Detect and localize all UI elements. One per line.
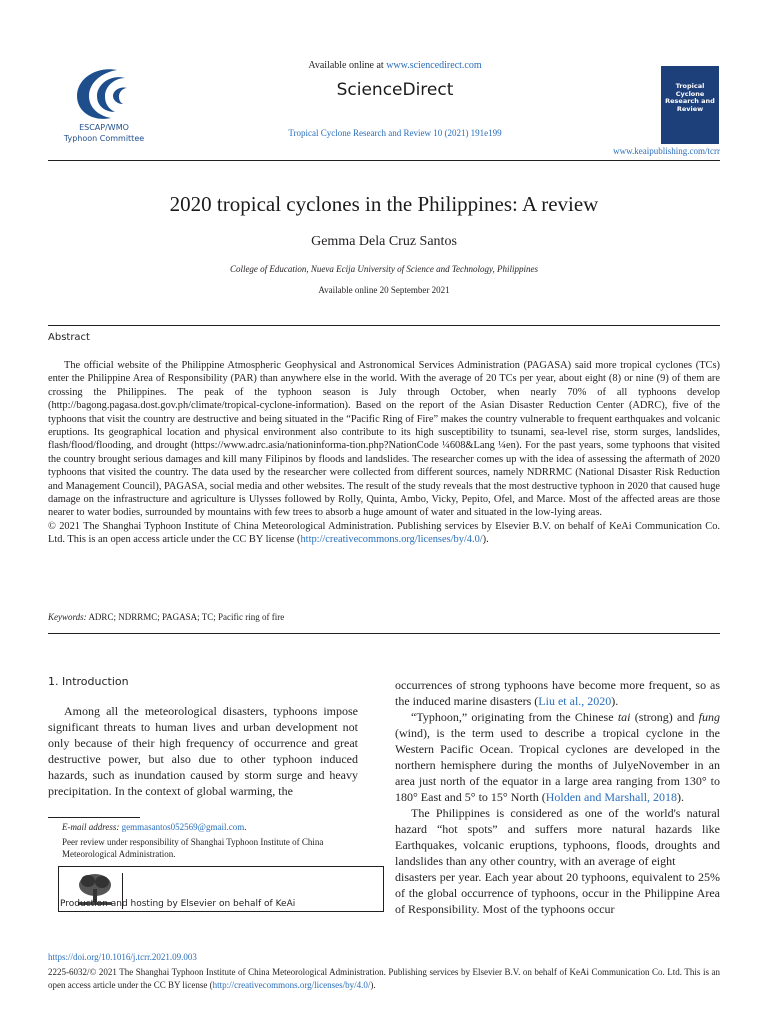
header-rule <box>48 160 720 161</box>
abstract-bottom-rule <box>48 633 720 634</box>
abstract-heading: Abstract <box>48 332 90 343</box>
abstract-license-link[interactable]: http://creativecommons.org/licenses/by/4.0/ <box>300 534 483 546</box>
citation-holden-2018[interactable]: Holden and Marshall, 2018 <box>545 790 678 804</box>
footnote-peer-review: Peer review under responsibility of Shanghai Typhoon Institute of China Meteorological Administration. <box>62 837 324 859</box>
intro-paragraph-1: Among all the meteorological disasters, typhoons impose significant threats to human lives and urban development not only because of their high frequency of occurrence and great destructive power, but also due to other typhoon induced hazards, such as inundation caused by storm surge and heavy precipitation. In the context of global warming, the <box>48 704 358 798</box>
publisher-org: ESCAP/WMO <box>79 123 129 132</box>
issn-text: 2225-6032/© 2021 The Shanghai Typhoon Institute of China Meteorological Administration. Publishing services by Elsevier B.V. on behalf of KeAi Communication Co. Ltd. This is an open access article under the CC BY license ( <box>48 967 720 990</box>
keywords-label: Keywords: <box>48 612 87 622</box>
issn-end: ). <box>370 980 376 990</box>
journal-cover-title: Tropical Cyclone Research and Review <box>665 82 715 113</box>
footnote-rule <box>48 817 140 818</box>
issn-copyright <box>48 966 720 992</box>
publisher-logo <box>48 64 160 144</box>
intro-paragraph-typhoon <box>395 709 720 805</box>
intro-p2-a: The Philippines is considered as one of the world's natural hazard “hot spots” and suffers more natural hazards like Earthquakes, volcanic eruptions, typhoons, floods, droughts and landslides than any other country, with an average of eight <box>395 806 720 868</box>
doi-link[interactable]: https://doi.org/10.1016/j.tcrr.2021.09.003 <box>48 952 197 962</box>
intro-word-fung: fung <box>698 710 720 724</box>
intro-paragraph-continued <box>395 677 720 709</box>
journal-cover[interactable] <box>661 66 719 144</box>
footer-license-link[interactable]: http://creativecommons.org/licenses/by/4.0/ <box>212 980 371 990</box>
publisher-org-sub: Typhoon Committee <box>63 134 145 143</box>
intro-p1-b: (strong) and <box>630 710 699 724</box>
escap-wmo-logo-icon <box>69 64 139 122</box>
journal-url-link[interactable]: www.keaipublishing.com/tcrr <box>613 146 720 156</box>
intro-p0-end: ). <box>611 694 619 708</box>
abstract-top-rule <box>48 325 720 326</box>
section-heading-introduction: 1. Introduction <box>48 675 129 688</box>
abstract-body <box>48 359 720 547</box>
intro-p1-c: (wind), is the term used to describe a tropical cyclone in the Western Pacific Ocean. Tropical cyclones are developed in the northern hemisphere during the months of JulyeNovember in an area just north of the equator in a large area ranging from 130° to 180° East and 5° to 15° North ( <box>395 726 720 804</box>
intro-left-column <box>48 703 358 799</box>
available-date: Available online 20 September 2021 <box>318 285 450 295</box>
platform-title: ScienceDirect <box>336 80 454 100</box>
citation-liu-2020[interactable]: Liu et al., 2020 <box>538 694 612 708</box>
abstract-copyright-text: © 2021 The Shanghai Typhoon Institute of China Meteorological Administration. Publishing services by Elsevier B.V. on behalf of KeAi Communication Co. Ltd. This is an open access article under the CC BY license ( <box>48 520 720 546</box>
author-email-link[interactable]: gemmasantos052569@gmail.com <box>121 822 245 832</box>
author-affiliation: College of Education, Nueva Ecija University of Science and Technology, Philippines <box>229 264 539 274</box>
article-author: Gemma Dela Cruz Santos <box>311 234 457 249</box>
intro-paragraph-disasters <box>395 869 720 917</box>
article-title: 2020 tropical cyclones in the Philippines: A review <box>169 192 599 216</box>
intro-right-column <box>395 677 720 917</box>
available-online-line <box>260 60 530 71</box>
abstract-copyright-end: ). <box>482 534 489 546</box>
email-label: E-mail address: <box>62 822 120 832</box>
intro-p1-end: ). <box>677 790 685 804</box>
abstract-text: The official website of the Philippine Atmospheric Geophysical and Astronomical Services Administration (PAGASA) said more tropical cyclones (TCs) enter the Philippine Area of Responsibility (PAR) than anywhere else in the world. With the average of 20 TCs per year, about eight (8) or nine (9) of them are crossing the Philippines. The peak of the typhoon season is July through October, when nearly 70% of all typhoons develop (http://bagong.pagasa.dost.gov.ph/climate/tropical-cyclone-information). Based on the report of the Asian Disaster Reduction Center (ADRC), five of the typhoons that visit the country are destructive and being situated in the “Pacific Ring of Fire” makes the country vulnerable to frequent earthquakes and volcanic eruptions. Its geographical location and physical environment also contribute to its high susceptibility to tsunami, sea-level rise, storm surges, landslides, flash/flood/flooding, and drought (https://www.adrc.asia/nationinforma-tion.php?NationCode ¼608&Lang ¼en). For the past years, some typhoons that visited the country brought serious damages and kill many Filipinos by floods and landslides. The researcher comes up with the idea of assessing the aftermath of 2020 typhoons that visited the country. The data used by the researcher were collected from different sources, namely NDRRMC (National Disaster Risk Reduction and Management Council), PAGASA, social media and other websites. The result of the study reveals that the most destructive typhoon in 2020 that caused huge damage on the infrastructure and agriculture is Ulysses followed by Rolly, Quinta, Ambo, Vicky, Pepito, Ofel, and Marce. Most of the affected areas are those nearer to water bodies, surrounded by mountains with few trees to absorb a huge amount of water and situated in the low-lying areas. <box>48 360 720 519</box>
intro-paragraph-hotspots <box>395 805 720 869</box>
journal-reference[interactable]: Tropical Cyclone Research and Review 10 (2021) 191e199 <box>288 128 502 138</box>
intro-p0-text: occurrences of strong typhoons have become more frequent, so as the induced marine disasters ( <box>395 678 720 708</box>
abstract-copyright <box>48 520 720 547</box>
intro-p1-a: “Typhoon,” originating from the Chinese <box>411 710 618 724</box>
available-prefix: Available online at <box>308 60 384 71</box>
keywords <box>48 612 284 622</box>
email-end: . <box>244 822 247 832</box>
keywords-list: ADRC; NDRRMC; PAGASA; TC; Pacific ring of fire <box>88 612 285 622</box>
footnote-email <box>62 822 246 832</box>
hosting-notice: Production and hosting by Elsevier on behalf of KeAi <box>60 899 296 909</box>
sciencedirect-link[interactable]: www.sciencedirect.com <box>386 60 482 71</box>
intro-word-tai: tai <box>617 710 631 724</box>
intro-p2-b: disasters per year. Each year about 20 typhoons, equivalent to 25% of the global occurrence of typhoons, occur in the Philippine Area of Responsibility. Most of the typhoons occur <box>395 870 720 916</box>
